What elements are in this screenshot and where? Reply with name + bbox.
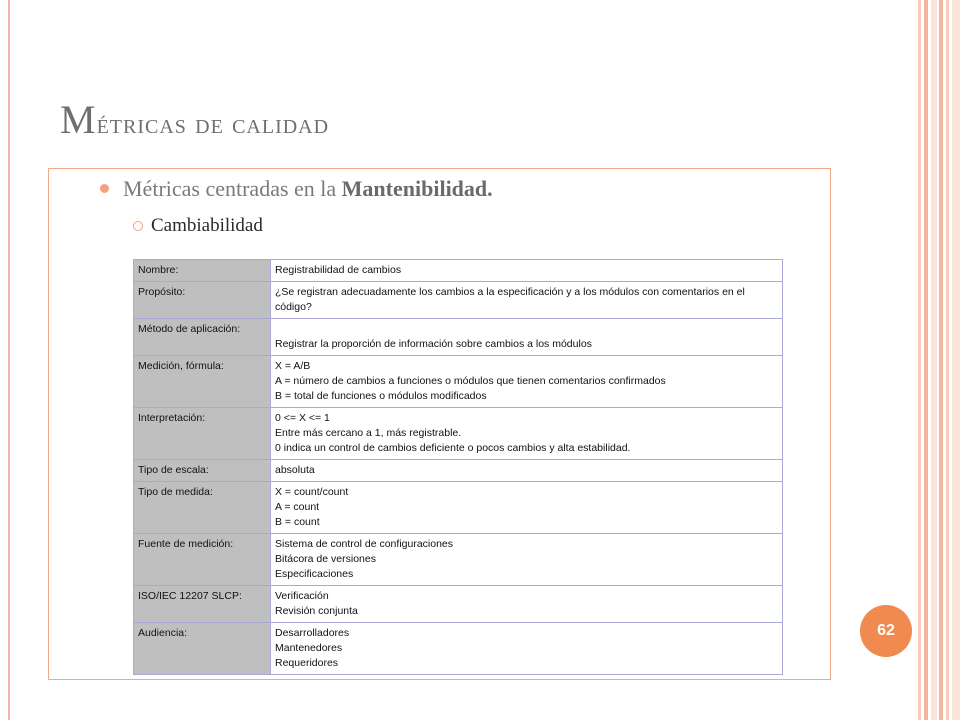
table-row [134, 623, 783, 675]
value-line: 0 <= X <= 1 [275, 412, 330, 424]
table-row [134, 282, 783, 319]
table-row [134, 482, 783, 534]
row-label: Fuente de medición: [134, 534, 271, 586]
value-line: Desarrolladores [275, 627, 350, 639]
row-label: ISO/IEC 12207 SLCP: [134, 586, 271, 623]
value-line: Verificación [275, 590, 329, 602]
value-line: A = count [275, 501, 320, 513]
value-line: Bitácora de versiones [275, 553, 376, 565]
value-line: Especificaciones [275, 568, 354, 580]
value-line: código? [275, 301, 312, 313]
main-bullet [100, 176, 493, 202]
value-line: Entre más cercano a 1, más registrable. [275, 427, 462, 439]
value-line [275, 322, 778, 337]
table-row [134, 319, 783, 356]
row-value [271, 408, 783, 460]
row-label: Tipo de medida: [134, 482, 271, 534]
row-label: Propósito: [134, 282, 271, 319]
value-line: B = total de funciones o módulos modificados [275, 390, 487, 402]
sub-bullet-text: Cambiabilidad [151, 215, 263, 236]
value-line: Revisión conjunta [275, 605, 358, 617]
row-value [271, 586, 783, 623]
value-line: Requeridores [275, 657, 339, 669]
value-line: Sistema de control de configuraciones [275, 538, 454, 550]
value-line: Registrabilidad de cambios [275, 264, 402, 276]
value-line: Registrar la proporción de información sobre cambios a los módulos [275, 338, 592, 350]
slide-title: Métricas de calidad [60, 97, 330, 142]
table-row [134, 460, 783, 482]
row-value [271, 534, 783, 586]
row-label: Tipo de escala: [134, 460, 271, 482]
row-value [271, 319, 783, 356]
table-row [134, 534, 783, 586]
left-border-line [8, 0, 10, 720]
main-bullet-text: Métricas centradas en la [123, 176, 342, 201]
table-row [134, 408, 783, 460]
value-line: 0 indica un control de cambios deficiente o pocos cambios y alta estabilidad. [275, 442, 631, 454]
row-label: Audiencia: [134, 623, 271, 675]
row-value [271, 356, 783, 408]
value-line: ¿Se registran adecuadamente los cambios a la especificación y a los módulos con comentarios en el [275, 286, 745, 298]
page-number-badge: 62 [860, 605, 912, 657]
row-label: Medición, fórmula: [134, 356, 271, 408]
row-value [271, 482, 783, 534]
row-value [271, 260, 783, 282]
table-row [134, 260, 783, 282]
value-line: B = count [275, 516, 320, 528]
value-line: A = número de cambios a funciones o módulos que tienen comentarios confirmados [275, 375, 666, 387]
table-row [134, 356, 783, 408]
value-line: X = count/count [275, 486, 349, 498]
bullet-ring-icon [133, 221, 143, 231]
row-value [271, 623, 783, 675]
decorative-stripes [918, 0, 960, 720]
row-label: Método de aplicación: [134, 319, 271, 356]
row-label: Nombre: [134, 260, 271, 282]
row-label: Interpretación: [134, 408, 271, 460]
value-line: absoluta [275, 464, 315, 476]
row-value [271, 282, 783, 319]
table-row [134, 586, 783, 623]
value-line: X = A/B [275, 360, 311, 372]
bullet-dot-icon [100, 184, 109, 193]
metric-table [133, 259, 783, 675]
sub-bullet [133, 215, 263, 237]
value-line: Mantenedores [275, 642, 343, 654]
main-bullet-bold: Mantenibilidad. [341, 176, 493, 201]
row-value [271, 460, 783, 482]
